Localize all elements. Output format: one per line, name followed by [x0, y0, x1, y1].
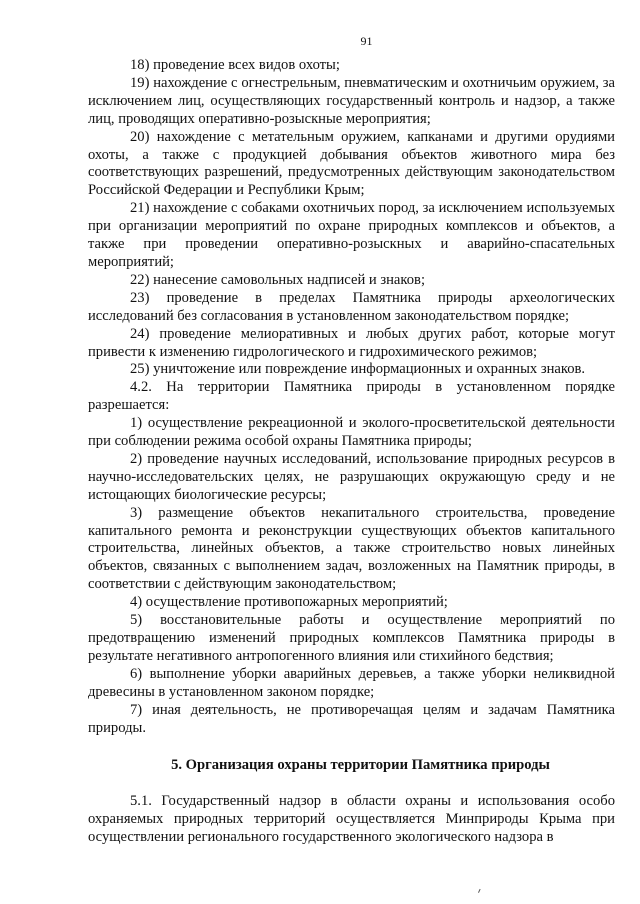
paragraph: 21) нахождение с собаками охотничьих пород, за исключением используемых при организации мероприятий по охране природных комплексов и объектов, а также при проведении оперативно-розыскных и аварийно-спасательных мероприятий; [88, 200, 615, 270]
paragraph: 18) проведение всех видов охоты; [130, 57, 340, 73]
document-body [88, 57, 615, 847]
paragraph: 22) нанесение самовольных надписей и знаков; [130, 271, 426, 288]
paragraph: 3) размещение объектов некапитального строительства, проведение капитального ремонта и реконструкции существующих объектов капитального строительства, линейных объектов, а также строительство новых линейных объектов, связанных с выполнением задач, возложенных на Памятник природы, в соответствии с действующим законодательством; [88, 504, 615, 593]
paragraph: 7) иная деятельность, не противоречащая целям и задачам Памятника природы. [88, 701, 615, 736]
paragraph: 1) осуществление рекреационной и эколого-просветительской деятельности при соблюдении режима особой охраны Памятника природы; [88, 415, 615, 450]
paragraph-list [88, 57, 615, 737]
paragraph: 23) проведение в пределах Памятника природы археологических исследований без согласования в установленном законодательством порядке; [88, 289, 615, 324]
paragraph: 24) проведение мелиоративных и любых других работ, которые могут привести к изменению гидрологического и гидрохимического режимов; [88, 325, 615, 360]
paragraph: 25) уничтожение или повреждение информационных и охранных знаков. [130, 361, 586, 378]
paragraph: 6) выполнение уборки аварийных деревьев, а также уборки неликвидной древесины в установленном законом порядке; [88, 665, 615, 700]
paragraph: 20) нахождение с метательным оружием, капканами и другими орудиями охоты, а также с продукцией добывания объектов животного мира без соответствующих разрешений, предусмотренных действующим законодательством Российской Федерации и Республики Крым; [88, 128, 615, 199]
paragraph-list-continued [88, 793, 615, 847]
paragraph: 5.1. Государственный надзор в области охраны и использования особо охраняемых природных территорий осуществляется Минприроды Крыма при осуществлении регионального государственного экологического надзора в [88, 793, 615, 846]
paragraph: 5) восстановительные работы и осуществление мероприятий по предотвращению изменений природных комплексов Памятника природы в результате негативного антропогенного влияния или стихийного бедствия; [88, 612, 615, 664]
paragraph: 4) осуществление противопожарных мероприятий; [130, 594, 448, 611]
page-number: 91 [360, 34, 373, 48]
paragraph: 4.2. На территории Памятника природы в установленном порядке разрешается: [88, 379, 615, 414]
pen-mark [474, 887, 480, 893]
paragraph: 19) нахождение с огнестрельным, пневматическим и охотничьим оружием, за исключением лиц, осуществляющих государственный контроль и надзор, а также лиц, проводящих оперативно-розыскные мероприятия; [88, 74, 615, 127]
paragraph: 2) проведение научных исследований, использование природных ресурсов в научно-исследовательских целях, не разрушающих окружающую среду и не истощающих биологические ресурсы; [88, 450, 615, 503]
section-heading: 5. Организация охраны территории Памятника природы [171, 757, 550, 774]
